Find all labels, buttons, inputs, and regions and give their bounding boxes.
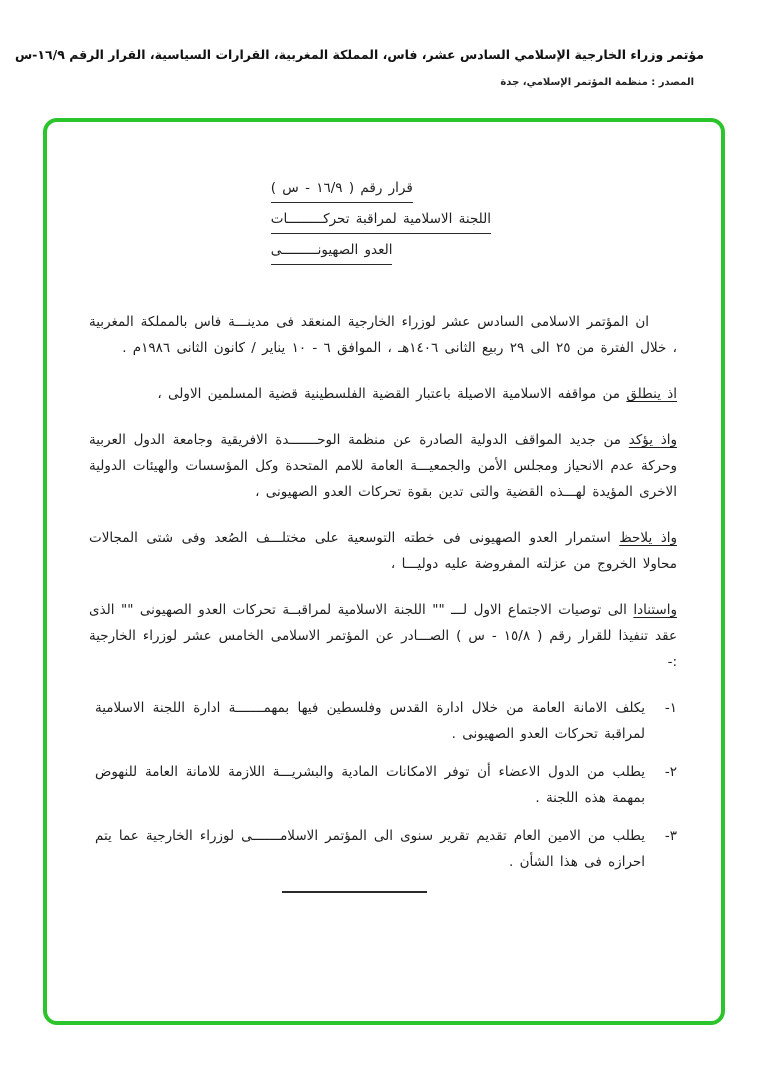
preamble-paragraph-3 [89,427,677,505]
paragraph-text: من مواقفه الاسلامية الاصيلة باعتبار القضية الفلسطينية قضية المسلمين الاولى ، [157,386,627,402]
list-item-3 [89,823,677,875]
document-header [14,46,704,88]
underlined-lead: اذ ينطلق [626,386,677,402]
paragraph-text: استمرار العدو الصهيونى فى خطته التوسعية على مختلـــف الصُعد وفى شتى المجالات محاولا الخروج من عزلته المفروضة عليه دوليـــا ، [89,530,677,572]
preamble-paragraph-1 [89,309,677,361]
underlined-lead: واستنادا [633,602,677,618]
item-text: يكلف الامانة العامة من خلال ادارة القدس وفلسطين فيها بمهمـــــــة ادارة اللجنة الاسلامية لمراقبة تحركات العدو الصهيونى . [95,700,645,742]
operative-items [89,695,677,875]
paragraph-text: من جديد المواقف الدولية الصادرة عن منظمة الوحـــــــدة الافريقية وجامعة الدول العربية وحركة عدم الانحياز ومجلس الأمن والجمعيـــة العامة للامم المتحدة وكل المؤسسات والهيئات الدولية الاخرى المؤيدة لهـــذه القضية والتى تدين بقوة تحركات العدو الصهيونى ، [89,432,677,500]
item-number: ٢- [664,764,677,780]
item-text: يطلب من الامين العام تقديم تقرير سنوى الى المؤتمر الاسلامـــــــى لوزراء الخارجية عما يتم احرازه فى هذا الشأن . [95,828,645,870]
preamble-paragraph-4 [89,525,677,577]
resolution-number-line: قرار رقم ( ١٦/٩ - س ) [271,178,413,203]
item-number: ١- [664,700,677,716]
scan-highlight-frame [43,118,725,1025]
list-item-2 [89,759,677,811]
list-item-1 [89,695,677,747]
scanned-document [47,122,721,893]
preamble-paragraph-5 [89,597,677,675]
header-source: المصدر : منظمة المؤتمر الإسلامي، جدة [500,77,694,88]
signature-line [282,891,427,893]
underlined-lead: واذ يلاحظ [619,530,678,546]
paragraph-text: ان المؤتمر الاسلامى السادس عشر لوزراء الخارجية المنعقد فى مدينـــة فاس بالمملكة المغربية ، خلال الفترة من ٢٥ الى ٢٩ ربيع الثانى ١٤٠٦هـ ، الموافق ٦ - ١٠ يناير / كانون الثانى ١٩٨٦م . [89,314,677,356]
resolution-title-line-2: العدو الصهيونـــــــــى [271,240,393,265]
underlined-lead: واذ يؤكد [628,432,677,448]
paragraph-text: الى توصيات الاجتماع الاول لـــ "" اللجنة الاسلامية لمراقبــة تحركات العدو الصهيونى "" الذى عقد تنفيذا للقرار رقم ( ١٥/٨ - س ) الصـــادر عن المؤتمر الاسلامى الخامس عشر لوزراء الخارجية :- [89,602,677,670]
resolution-title-line-1: اللجنة الاسلامية لمراقبة تحركـــــــــات [271,209,491,234]
header-title: مؤتمر وزراء الخارجية الإسلامي السادس عشر، فاس، المملكة المغربية، القرارات السياسية، القرار الرقم ١٦/٩-س [14,47,704,62]
item-number: ٣- [664,828,677,844]
preamble-paragraph-2 [89,381,677,407]
resolution-title-block [271,178,491,265]
item-text: يطلب من الدول الاعضاء أن توفر الامكانات المادية والبشريـــة اللازمة للامانة العامة للنهوض بمهمة هذه اللجنة . [95,764,645,806]
